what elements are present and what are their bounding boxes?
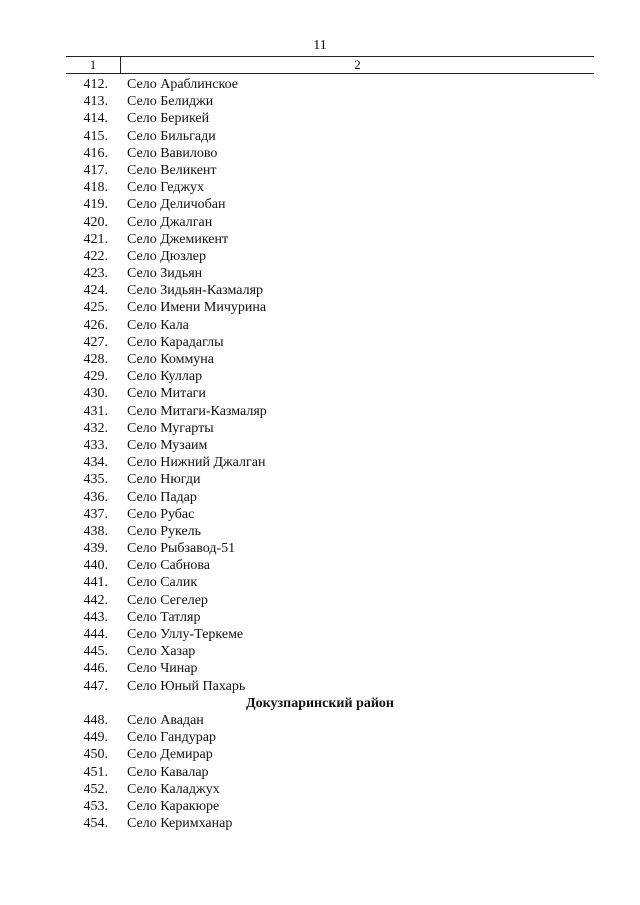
row-number: 448.: [83, 712, 108, 728]
table-row: [0, 540, 640, 557]
table-row: [0, 162, 640, 179]
table-row: [0, 592, 640, 609]
row-number: 432.: [83, 420, 108, 436]
table-row: [0, 145, 640, 162]
row-number: 413.: [83, 94, 108, 110]
table-row: [0, 678, 640, 695]
row-number: 423.: [83, 266, 108, 282]
row-number: 414.: [83, 111, 108, 127]
table-row: [0, 712, 640, 729]
settlement-name: Село Сабнова: [127, 558, 211, 574]
settlement-name: Село Нижний Джалган: [127, 455, 266, 471]
page-number: 11: [313, 38, 327, 53]
table-row: [0, 385, 640, 402]
table-row: [0, 746, 640, 763]
settlement-name: Село Бильгади: [127, 128, 216, 144]
table-row: [0, 798, 640, 815]
table-row: [0, 489, 640, 506]
table-row: [0, 574, 640, 591]
table-row: [0, 643, 640, 660]
row-number: 428.: [83, 352, 108, 367]
settlement-name: Село Великент: [127, 162, 217, 178]
settlement-name: Село Карадаглы: [127, 334, 224, 350]
settlement-name: Село Кавалар: [127, 764, 209, 780]
settlement-name: Село Уллу-Теркеме: [127, 627, 244, 642]
row-number: 441.: [83, 575, 108, 591]
district-heading-title: Докузпаринский район: [246, 695, 394, 711]
column-header-name: 2: [354, 57, 361, 72]
settlement-name: Село Митаги: [127, 386, 206, 402]
table-header: [66, 56, 594, 74]
table-row: [0, 506, 640, 523]
settlement-name: Село Музаим: [127, 437, 208, 453]
district-heading: [0, 695, 640, 712]
row-number: 424.: [83, 283, 108, 299]
table-row: [0, 179, 640, 196]
row-number: 436.: [83, 489, 108, 505]
table-row: [0, 729, 640, 746]
settlement-list: [0, 76, 640, 832]
table-row: [0, 351, 640, 368]
row-number: 421.: [83, 231, 108, 247]
settlement-name: Село Рыбзавод-51: [127, 541, 236, 557]
row-number: 449.: [83, 730, 108, 746]
row-number: 422.: [83, 248, 108, 264]
row-number: 452.: [83, 781, 108, 797]
settlement-name: Село Митаги-Казмаляр: [127, 403, 267, 419]
settlement-name: Село Геджух: [127, 180, 205, 196]
table-row: [0, 299, 640, 316]
settlement-name: Село Куллар: [127, 369, 203, 385]
row-number: 419.: [83, 197, 108, 213]
row-number: 444.: [83, 627, 108, 642]
table-row: [0, 437, 640, 454]
row-number: 431.: [83, 403, 108, 419]
row-number: 451.: [83, 764, 108, 780]
table-row: [0, 660, 640, 677]
settlement-name: Село Деличобан: [127, 197, 226, 213]
row-number: 425.: [83, 300, 108, 316]
row-number: 417.: [83, 162, 108, 178]
row-number: 427.: [83, 334, 108, 350]
settlement-name: Село Джемикент: [127, 231, 229, 247]
row-number: 418.: [83, 180, 108, 196]
settlement-name: Село Каладжух: [127, 781, 220, 797]
settlement-name: Село Вавилово: [127, 145, 218, 161]
settlement-name: Село Юный Пахарь: [127, 678, 246, 694]
table-row: [0, 214, 640, 231]
settlement-name: Село Джалган: [127, 214, 213, 230]
table-row: [0, 764, 640, 781]
table-row: [0, 781, 640, 798]
settlement-name: Село Демирар: [127, 747, 213, 763]
settlement-name: Село Хазар: [127, 644, 196, 660]
table-row: [0, 317, 640, 334]
settlement-name: Село Татляр: [127, 609, 201, 625]
row-number: 416.: [83, 145, 108, 161]
settlement-name: Село Авадан: [127, 712, 204, 728]
row-number: 454.: [83, 816, 108, 832]
table-row: [0, 420, 640, 437]
row-number: 450.: [83, 747, 108, 763]
settlement-name: Село Кала: [127, 317, 189, 333]
table-row: [0, 248, 640, 265]
table-row: [0, 523, 640, 540]
table-row: [0, 815, 640, 832]
row-number: 426.: [83, 317, 108, 333]
settlement-name: Село Мугарты: [127, 420, 214, 436]
row-number: 437.: [83, 506, 108, 522]
settlement-name: Село Падар: [127, 489, 197, 505]
row-number: 420.: [83, 214, 108, 230]
column-header-number: 1: [89, 57, 97, 72]
table-row: [0, 282, 640, 299]
settlement-name: Село Чинар: [127, 661, 198, 677]
row-number: 442.: [83, 592, 108, 608]
table-row: [0, 471, 640, 488]
table-row: [0, 93, 640, 110]
row-number: 435.: [83, 472, 108, 488]
row-number: 412.: [83, 77, 108, 92]
table-row: [0, 557, 640, 574]
settlement-name: Село Зидьян: [127, 266, 203, 282]
row-number: 440.: [83, 558, 108, 574]
settlement-name: Село Сегелер: [127, 592, 208, 608]
table-row: [0, 265, 640, 282]
row-number: 433.: [83, 437, 108, 453]
settlement-name: Село Имени Мичурина: [127, 300, 267, 316]
settlement-name: Село Зидьян-Казмаляр: [127, 283, 264, 299]
settlement-name: Село Араблинское: [127, 77, 238, 92]
table-row: [0, 110, 640, 127]
settlement-name: Село Каракюре: [127, 798, 220, 814]
settlement-name: Село Дюзлер: [127, 248, 206, 264]
table-row: [0, 76, 640, 93]
row-number: 439.: [83, 541, 108, 557]
settlement-name: Село Коммуна: [127, 352, 215, 367]
table-row: [0, 196, 640, 213]
table-row: [0, 334, 640, 351]
row-number: 445.: [83, 644, 108, 660]
row-number: 453.: [83, 798, 108, 814]
settlement-name: Село Салик: [127, 575, 198, 591]
settlement-name: Село Берикей: [127, 111, 210, 127]
settlement-name: Село Нюгди: [127, 472, 201, 488]
settlement-name: Село Рубас: [127, 506, 195, 522]
row-number: 415.: [83, 128, 108, 144]
row-number: 438.: [83, 523, 108, 539]
row-number: 430.: [83, 386, 108, 402]
row-number: 429.: [83, 369, 108, 385]
table-row: [0, 403, 640, 420]
table-row: [0, 128, 640, 145]
row-number: 447.: [83, 678, 108, 694]
table-row: [0, 368, 640, 385]
row-number: 434.: [83, 455, 108, 471]
table-row: [0, 454, 640, 471]
settlement-name: Село Белиджи: [127, 94, 214, 110]
table-row: [0, 609, 640, 626]
table-row: [0, 626, 640, 643]
row-number: 443.: [83, 609, 108, 625]
settlement-name: Село Рукель: [127, 523, 202, 539]
table-row: [0, 231, 640, 248]
settlement-name: Село Керимханар: [127, 816, 233, 832]
row-number: 446.: [83, 661, 108, 677]
settlement-name: Село Гандурар: [127, 730, 216, 746]
